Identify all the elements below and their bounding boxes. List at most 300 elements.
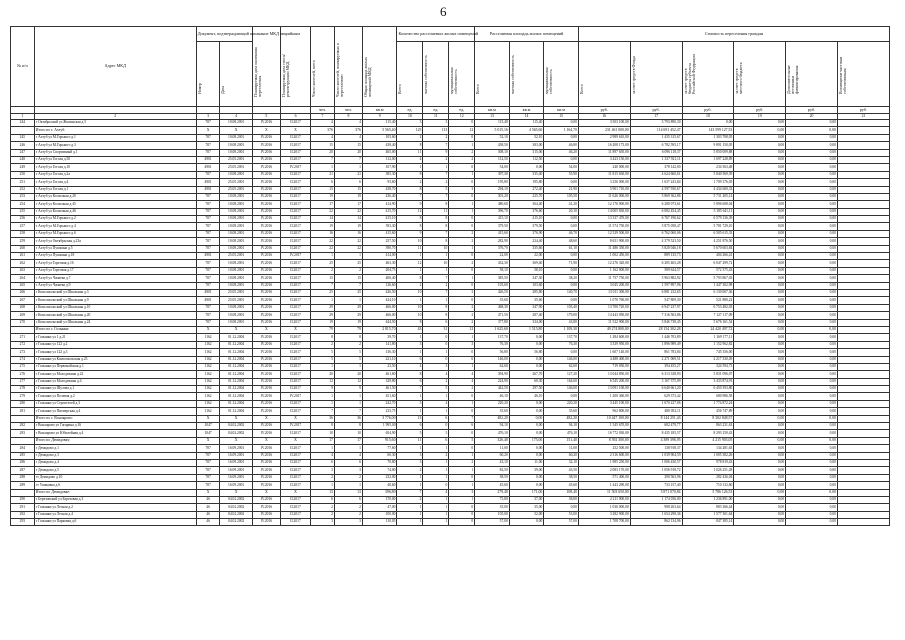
table-cell: 74,00	[362, 467, 397, 474]
table-cell: X	[196, 326, 220, 333]
table-cell: г Ахтуб ул Пушкина д.5	[34, 245, 196, 252]
table-cell: 0,00	[734, 378, 786, 385]
table-cell: 77,60	[362, 445, 397, 452]
table-cell: II.2017	[280, 511, 310, 518]
table-cell: IV.2016	[252, 459, 280, 466]
table-cell: 4901	[196, 164, 220, 171]
table-cell: II.2017	[280, 452, 310, 459]
table-row	[11, 423, 890, 430]
table-cell: 1	[449, 201, 475, 208]
table-cell: 482,20	[544, 415, 579, 422]
table-cell: IV.2016	[252, 260, 280, 267]
table-cell: 4	[449, 378, 475, 385]
table-cell: II.2017	[280, 156, 310, 163]
table-cell: 268	[11, 304, 35, 311]
table-cell: 10.08.2001	[220, 208, 252, 215]
table-cell: 146,00	[475, 356, 510, 363]
table-cell: 7	[334, 408, 362, 415]
table-cell: IV.2016	[252, 519, 280, 526]
table-cell: 0	[449, 349, 475, 356]
table-row	[11, 312, 890, 319]
table-cell: 0,00	[786, 341, 838, 348]
table-cell: 82,50	[475, 467, 510, 474]
table-cell: II.2017	[280, 282, 310, 289]
table-cell: 10.08.2001	[220, 142, 252, 149]
table-cell: 3	[449, 186, 475, 193]
table-cell	[837, 496, 889, 503]
table-cell: 257,50	[362, 238, 397, 245]
table-cell: II.2017	[280, 186, 310, 193]
unit-cell	[252, 107, 280, 114]
table-cell: X	[252, 489, 280, 496]
table-cell: 146,00	[544, 356, 579, 363]
table-cell: 1	[423, 393, 449, 400]
table-cell: гт Демидово д.10	[34, 474, 196, 481]
table-cell: 0	[423, 334, 449, 341]
table-cell: 379,50	[475, 223, 510, 230]
table-cell: 1 056 918,72	[630, 467, 682, 474]
table-cell: г Голынки ул Лесная д.2	[34, 504, 196, 511]
table-cell: 15	[311, 186, 335, 193]
table-cell: 376,70	[475, 245, 510, 252]
unit-cell: руб.	[630, 107, 682, 114]
table-cell: 0	[449, 511, 475, 518]
table-cell: 0,00	[509, 482, 544, 489]
table-cell: 0,00	[786, 201, 838, 208]
table-cell: 22,00	[509, 253, 544, 260]
table-cell: 46	[196, 496, 220, 503]
table-cell: 0,00	[734, 334, 786, 341]
table-cell: 10	[423, 245, 449, 252]
table-cell: 6	[397, 356, 423, 363]
table-cell: 5 869 362,86	[630, 193, 682, 200]
table-cell: 19	[334, 223, 362, 230]
table-cell: 04.02.2002	[220, 504, 252, 511]
table-cell: 6	[423, 437, 449, 444]
subtotal-row	[11, 437, 890, 444]
table-cell: 107,90	[362, 164, 397, 171]
table-cell: 112,00	[362, 156, 397, 163]
table-cell: 1	[397, 511, 423, 518]
table-cell: 224,90	[475, 378, 510, 385]
table-cell: 1 284 600,00	[578, 334, 630, 341]
table-cell: 438,40	[362, 142, 397, 149]
table-cell: IV.2016	[252, 179, 280, 186]
table-cell: 0,00	[734, 363, 786, 370]
table-cell: 10.08.2001	[220, 275, 252, 282]
table-cell: 4	[334, 134, 362, 141]
table-cell: X	[220, 415, 252, 422]
table-cell: 1	[334, 253, 362, 260]
table-cell: 10.08.2001	[220, 171, 252, 178]
table-cell: 0	[423, 423, 449, 430]
table-cell: 4	[334, 452, 362, 459]
table-cell: 4901	[196, 297, 220, 304]
table-cell: 6 881 232,65	[630, 289, 682, 296]
table-cell: 2 211 900,00	[578, 496, 630, 503]
table-cell	[837, 289, 889, 296]
table-cell: 0,00	[786, 134, 838, 141]
table-cell: 14	[334, 216, 362, 223]
table-cell: 35,00	[475, 504, 510, 511]
table-cell: 272	[11, 341, 35, 348]
table-cell: 0,00	[544, 504, 579, 511]
table-cell	[837, 371, 889, 378]
table-cell: II.2017	[280, 230, 310, 237]
table-cell: 112,50	[475, 156, 510, 163]
table-cell: 12 176 900,00	[578, 201, 630, 208]
table-cell: 1	[334, 363, 362, 370]
table-cell: 326,40	[475, 437, 510, 444]
table-cell: 1	[334, 164, 362, 171]
table-cell: 0	[449, 164, 475, 171]
table-cell: 1	[423, 253, 449, 260]
table-cell: 29	[311, 304, 335, 311]
unit-cell: чел.	[311, 107, 335, 114]
table-cell: 0,00	[509, 452, 544, 459]
table-cell: 385,50	[475, 275, 510, 282]
table-cell: г Ахтуб ул М.Горького д.4	[34, 223, 196, 230]
table-cell: 3 433 874,91	[682, 378, 734, 385]
table-cell: 369,40	[509, 260, 544, 267]
table-cell	[837, 519, 889, 526]
table-row	[11, 371, 890, 378]
table-cell: II.2017	[280, 504, 310, 511]
column-number: 2	[34, 114, 196, 120]
table-cell: 3	[311, 467, 335, 474]
table-cell: 2	[311, 474, 335, 481]
table-cell: 79	[311, 326, 335, 333]
table-cell: 442,50	[475, 386, 510, 393]
table-cell: 79	[334, 326, 362, 333]
unit-cell: чел.	[334, 107, 362, 114]
table-cell	[837, 489, 889, 496]
table-cell: X	[280, 437, 310, 444]
table-cell: 480 052,11	[630, 408, 682, 415]
table-cell: 0,00	[734, 267, 786, 274]
table-cell: 288	[11, 474, 35, 481]
table-cell: II.2017	[280, 408, 310, 415]
table-cell: 1 164,70	[544, 127, 579, 134]
table-cell: II.2017	[280, 474, 310, 481]
table-cell: 5 963 882,92	[630, 275, 682, 282]
table-cell: 46,80	[544, 142, 579, 149]
table-cell: 787	[196, 312, 220, 319]
table-cell: 6 782 595,17	[630, 142, 682, 149]
table-cell: 0,00	[509, 519, 544, 526]
table-cell: 35,60	[509, 297, 544, 304]
table-cell: 364,40	[509, 201, 544, 208]
table-cell: 4901	[196, 289, 220, 296]
table-cell: 329,80	[362, 378, 397, 385]
table-cell: 0,00	[734, 341, 786, 348]
table-cell: 0,00	[734, 452, 786, 459]
table-cell: 0	[449, 408, 475, 415]
table-cell	[837, 430, 889, 437]
table-cell: 13 044 850,00	[578, 371, 630, 378]
table-cell: 0	[449, 120, 475, 127]
table-cell: 11 486 350,00	[578, 245, 630, 252]
table-cell: 889 135,73	[630, 253, 682, 260]
unit-cell: кв.м	[475, 107, 510, 114]
table-cell: 13	[311, 489, 335, 496]
table-cell: II.2017	[280, 363, 310, 370]
table-cell: 6 545 200,00	[578, 378, 630, 385]
table-cell: 2 217 330,49	[682, 356, 734, 363]
table-cell: 0,00	[734, 142, 786, 149]
table-cell: 25.05.2001	[220, 156, 252, 163]
unit-cell: руб.	[734, 107, 786, 114]
table-cell: 0,00	[786, 430, 838, 437]
table-cell: 415,10	[475, 216, 510, 223]
table-cell: 1	[423, 519, 449, 526]
table-row	[11, 386, 890, 393]
table-cell: X	[280, 326, 310, 333]
table-cell: 0,00	[786, 238, 838, 245]
table-cell: II.2017	[280, 149, 310, 156]
table-cell: IV.2016	[252, 430, 280, 437]
table-cell: г Ахтуб ул М.Горького д.1	[34, 134, 196, 141]
table-cell: 1 303 708,05	[682, 134, 734, 141]
table-cell: 4	[423, 489, 449, 496]
table-cell: 0,00	[786, 149, 838, 156]
table-cell: 415,70	[362, 208, 397, 215]
table-cell: IV.2016	[252, 193, 280, 200]
table-cell: г Ахтуб ул Гоголя д.2а	[34, 171, 196, 178]
table-cell: X	[280, 415, 310, 422]
table-cell: 13 337 470,00	[578, 216, 630, 223]
table-cell: IV.2016	[252, 245, 280, 252]
table-cell: 1	[423, 267, 449, 274]
table-cell: 43,50	[544, 467, 579, 474]
table-cell: 4 215 903,05	[682, 437, 734, 444]
table-cell: 287,40	[509, 312, 544, 319]
table-cell: 279	[11, 393, 35, 400]
table-cell: 1	[334, 482, 362, 489]
table-cell: 25	[311, 289, 335, 296]
table-cell: II.2017	[280, 245, 310, 252]
table-cell: 22	[334, 245, 362, 252]
table-cell: 263	[11, 267, 35, 274]
table-cell: 0,00	[786, 363, 838, 370]
table-cell: г Ахтуб ул Чапаева д.7	[34, 275, 196, 282]
table-cell: 1162	[196, 400, 220, 407]
table-cell: 0,00	[509, 445, 544, 452]
table-cell: 286	[11, 459, 35, 466]
table-cell: 1	[397, 334, 423, 341]
table-cell: II.2017	[280, 482, 310, 489]
table-cell: II.2017	[280, 289, 310, 296]
table-cell: 1 896 989,49	[630, 341, 682, 348]
table-row	[11, 504, 890, 511]
table-cell: IV.2016	[252, 253, 280, 260]
table-cell: 1 708 700,00	[578, 519, 630, 526]
table-cell: 5 871 070,84	[630, 489, 682, 496]
table-cell: 0,00	[734, 179, 786, 186]
table-cell: 0,00	[786, 312, 838, 319]
table-cell: 4 488 400,00	[578, 356, 630, 363]
table-cell: IV.2016	[252, 289, 280, 296]
table-cell: IV.2016	[252, 319, 280, 326]
table-cell: IV.2016	[252, 341, 280, 348]
table-cell: 16	[334, 230, 362, 237]
table-cell: 5 793 867,03	[682, 275, 734, 282]
table-cell: 0,00	[544, 223, 579, 230]
table-cell: II.2017	[280, 297, 310, 304]
table-cell: 0,00	[734, 127, 786, 134]
table-cell: 0,00	[786, 142, 838, 149]
table-cell: 5	[334, 356, 362, 363]
table-cell	[837, 312, 889, 319]
table-cell: 8 651 900,00	[578, 238, 630, 245]
table-cell: 862 134,96	[630, 519, 682, 526]
table-cell: 1	[397, 267, 423, 274]
table-cell: 1	[423, 459, 449, 466]
table-cell: 4901	[196, 186, 220, 193]
table-cell: 54,00	[475, 164, 510, 171]
table-cell: 15	[334, 275, 362, 282]
table-cell: 3 445 100,00	[578, 400, 630, 407]
table-cell: 255	[11, 208, 35, 215]
table-cell: 58,10	[509, 267, 544, 274]
table-cell: 8	[397, 216, 423, 223]
table-cell: 456 747,89	[682, 408, 734, 415]
table-cell: 105,00	[475, 511, 510, 518]
table-cell: 0,00	[786, 423, 838, 430]
table-cell: IV.2016	[252, 186, 280, 193]
table-row	[11, 474, 890, 481]
table-cell: 293	[11, 519, 35, 526]
table-cell: 0	[449, 282, 475, 289]
table-cell: 46,10	[509, 393, 544, 400]
table-cell: 2 316 600,00	[578, 452, 630, 459]
table-cell: 2	[449, 304, 475, 311]
table-cell	[837, 482, 889, 489]
table-cell: 8 435 185,57	[630, 430, 682, 437]
table-cell: г Голынки ул Комсомольская д.23	[34, 356, 196, 363]
table-cell: 6 313 338,93	[630, 371, 682, 378]
table-cell: 787	[196, 142, 220, 149]
table-cell: 46	[196, 519, 220, 526]
table-cell: 6 947 237,97	[630, 304, 682, 311]
table-cell: II.2017	[280, 430, 310, 437]
table-cell: 100,00	[362, 511, 397, 518]
table-cell: IV.2016	[252, 223, 280, 230]
table-cell: 4	[397, 156, 423, 163]
table-cell	[837, 467, 889, 474]
table-cell: 43	[397, 326, 423, 333]
table-cell: 58,10	[475, 267, 510, 274]
table-cell: 195,80	[475, 179, 510, 186]
table-cell	[837, 216, 889, 223]
table-cell: 49 274 800,00	[578, 326, 630, 333]
table-cell: 12	[397, 208, 423, 215]
table-cell: 10.08.2001	[220, 260, 252, 267]
table-cell: 140,70	[544, 289, 579, 296]
table-row	[11, 378, 890, 385]
table-cell: 10.08.2001	[220, 223, 252, 230]
table-cell: 4	[423, 400, 449, 407]
table-row	[11, 267, 890, 274]
table-cell: 5 850 009,88	[682, 149, 734, 156]
table-cell: 11 815 630,00	[578, 171, 630, 178]
table-cell: 8	[397, 275, 423, 282]
table-cell: 468,30	[475, 304, 510, 311]
table-cell: 1	[423, 408, 449, 415]
table-cell: IV.2016	[252, 201, 280, 208]
table-cell	[837, 415, 889, 422]
column-number: 7	[311, 114, 335, 120]
table-row	[11, 164, 890, 171]
table-cell: 0,00	[786, 179, 838, 186]
table-cell: 0,00	[786, 253, 838, 260]
table-cell: 19	[334, 319, 362, 326]
table-cell: 265	[11, 282, 35, 289]
table-cell: 787	[196, 230, 220, 237]
table-cell: 60,20	[475, 452, 510, 459]
table-cell: 46	[196, 504, 220, 511]
table-cell: 0,00	[786, 349, 838, 356]
table-cell: 282	[11, 423, 35, 430]
table-cell: 1 152 962,82	[682, 341, 734, 348]
table-cell	[11, 489, 35, 496]
table-cell: 0,00	[786, 223, 838, 230]
table-cell	[837, 378, 889, 385]
table-cell: 8	[311, 334, 335, 341]
table-cell: 22	[311, 208, 335, 215]
table-cell: 6	[449, 356, 475, 363]
table-cell: 19	[311, 319, 335, 326]
table-cell: 04.02.2002	[220, 511, 252, 518]
table-row	[11, 275, 890, 282]
table-cell: 25.05.2001	[220, 164, 252, 171]
table-cell: 0,00	[734, 156, 786, 163]
table-cell: 0,00	[734, 430, 786, 437]
table-cell: 23,50	[362, 363, 397, 370]
table-cell: IV.2016	[252, 423, 280, 430]
table-cell: 10.08.2001	[220, 282, 252, 289]
table-cell: 75,80	[475, 496, 510, 503]
table-cell	[837, 282, 889, 289]
table-cell: 396,80	[362, 489, 397, 496]
table-cell: 29	[311, 312, 335, 319]
table-cell: 1 005 382,26	[682, 452, 734, 459]
table-cell: II.2017	[280, 134, 310, 141]
table-row	[11, 245, 890, 252]
table-cell: 0,00	[734, 304, 786, 311]
table-cell: 1 625,60	[475, 326, 510, 333]
table-cell: г Голынки ул Первомайская д.1	[34, 363, 196, 370]
table-cell: 290	[11, 496, 35, 503]
table-cell: 0	[449, 216, 475, 223]
table-cell: 0,00	[734, 149, 786, 156]
table-cell: 13	[334, 489, 362, 496]
table-cell: 0	[449, 393, 475, 400]
table-cell: 5 786 126,53	[682, 489, 734, 496]
table-cell: г Ахтуб ул Гоголя д.1	[34, 186, 196, 193]
table-cell: 1162	[196, 408, 220, 415]
table-cell: 16.09.2001	[220, 445, 252, 452]
table-cell: 0,00	[786, 437, 838, 444]
table-cell: 1 036 000,00	[578, 504, 630, 511]
table-cell: 14	[311, 216, 335, 223]
table-cell: 0,00	[786, 334, 838, 341]
table-cell: г Голынки ул Шулова д.1	[34, 386, 196, 393]
table-cell: 0	[449, 223, 475, 230]
table-cell: IV.2016	[252, 304, 280, 311]
table-cell: 0,00	[786, 511, 838, 518]
table-cell: 415,10	[362, 216, 397, 223]
